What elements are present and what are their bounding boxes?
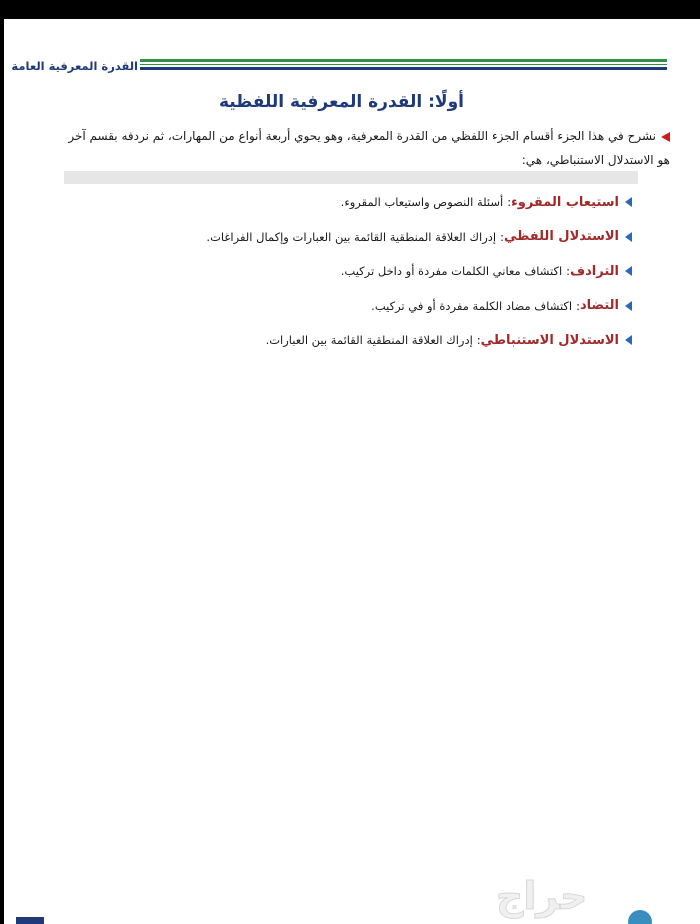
running-header-title: القدرة المعرفية العامة — [11, 59, 138, 73]
skill-term: التضاد — [579, 298, 619, 314]
skill-term: الاستدلال اللفظي — [503, 229, 619, 245]
blue-triangle-bullet-icon — [625, 197, 632, 207]
skill-item-verbal-reasoning — [72, 220, 632, 255]
term-separator: : — [507, 195, 512, 210]
term-separator: : — [566, 264, 571, 279]
skill-description: اكتشاف مضاد الكلمة مفردة أو في تركيب. — [371, 298, 573, 313]
red-triangle-marker-icon — [661, 132, 670, 142]
gray-divider-band — [64, 171, 638, 184]
blue-triangle-bullet-icon — [625, 266, 632, 276]
term-separator: : — [576, 298, 580, 313]
skill-item-deductive-reasoning — [72, 323, 632, 358]
section-title: أولًا: القدرة المعرفية اللفظية — [218, 92, 464, 112]
intro-text: نشرح في هذا الجزء أقسام الجزء اللفظي من القدرة المعرفية، وهو يحوي أربعة أنواع من المهارات، ثم نردفه بقسم آخر هو الاستدلال الاستنباطي، هي: — [68, 129, 670, 167]
intro-paragraph — [64, 124, 670, 172]
header-rule — [140, 59, 667, 71]
term-separator: : — [500, 229, 504, 244]
top-black-bar — [0, 0, 700, 19]
header-rule-blue — [140, 67, 667, 70]
skill-item-reading-comprehension — [72, 185, 632, 220]
skill-description: إدراك العلاقة المنطقية القائمة بين العبارات وإكمال الفراغات. — [206, 229, 497, 244]
corner-left-mark — [16, 917, 44, 924]
skill-item-synonyms — [72, 254, 632, 289]
header-rule-green-thin — [140, 64, 667, 65]
skill-term: الترادف — [570, 263, 619, 279]
skill-item-antonyms — [72, 289, 632, 324]
header-rule-green-thick — [140, 59, 667, 62]
skill-description: أسئلة النصوص واستيعاب المقروء. — [340, 195, 504, 210]
blue-triangle-bullet-icon — [625, 232, 632, 242]
skill-description: إدراك العلاقة المنطقية القائمة بين العبارات. — [265, 333, 473, 348]
blue-triangle-bullet-icon — [625, 301, 632, 311]
skill-description: اكتشاف معاني الكلمات مفردة أو داخل تركيب. — [340, 264, 563, 279]
skill-term: الاستدلال الاستنباطي — [480, 332, 619, 348]
skill-term: استيعاب المقروء — [511, 194, 619, 210]
blue-triangle-bullet-icon — [625, 335, 632, 345]
term-separator: : — [476, 333, 481, 348]
watermark-logo: حراج — [496, 874, 588, 918]
skills-list — [72, 185, 632, 358]
